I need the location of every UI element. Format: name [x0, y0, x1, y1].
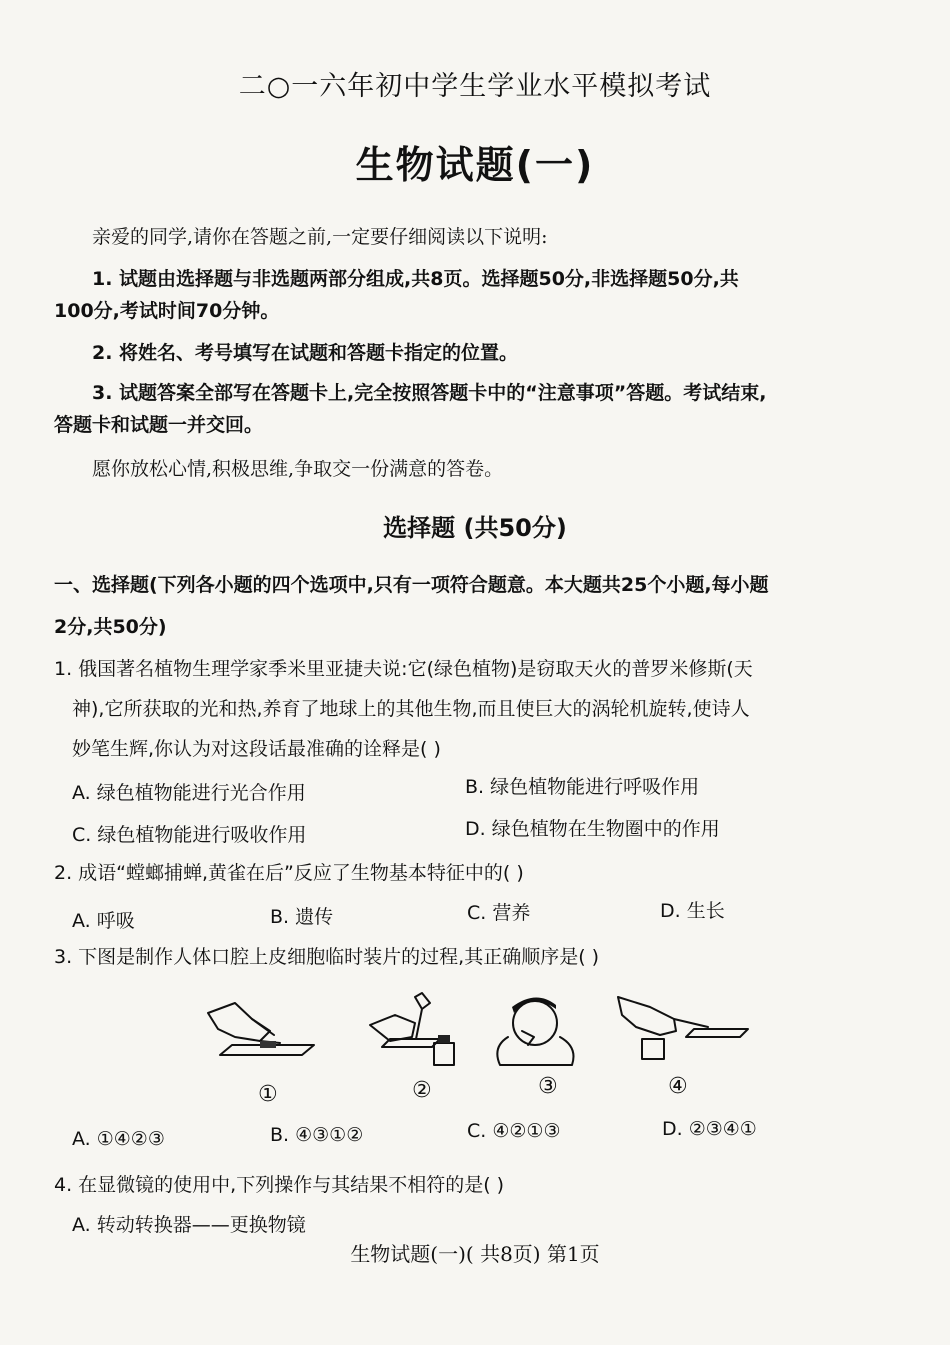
question-3-option-c: C. ④②①③ — [467, 1120, 561, 1142]
instruction-item-2: 2. 将姓名、考号填写在试题和答题卡指定的位置。 — [92, 342, 519, 364]
question-3-option-b: B. ④③①② — [270, 1124, 364, 1146]
instructions-closing: 愿你放松心情,积极思维,争取交一份满意的答卷。 — [92, 458, 504, 480]
question-3-option-a: A. ①④②③ — [72, 1128, 165, 1150]
question-2-option-b: B. 遗传 — [270, 906, 334, 928]
question-3-option-d: D. ②③④① — [662, 1118, 757, 1140]
question-1-option-d: D. 绿色植物在生物圈中的作用 — [465, 818, 720, 840]
section-heading: 选择题 (共50分) — [383, 514, 567, 542]
question-2-option-c: C. 营养 — [467, 902, 531, 924]
figure-label-3: ③ — [538, 1074, 558, 1099]
subject-title: 生物试题(一) — [355, 143, 595, 187]
question-2-option-a: A. 呼吸 — [72, 910, 135, 932]
procedure-figure — [190, 985, 790, 1080]
instruction-item-1: 1. 试题由选择题与非选题两部分组成,共8页。选择题50分,非选择题50分,共 — [92, 268, 739, 290]
section-intro: 一、选择题(下列各小题的四个选项中,只有一项符合题意。本大题共25个小题,每小题 — [54, 574, 769, 596]
question-1-text: 1. 俄国著名植物生理学家季米里亚捷夫说:它(绿色植物)是窃取天火的普罗米修斯(天 — [54, 658, 753, 680]
question-2-option-d: D. 生长 — [660, 900, 725, 922]
question-4-option-a: A. 转动转换器——更换物镜 — [72, 1214, 306, 1236]
exam-title: 二○一六年初中学生学业水平模拟考试 — [238, 71, 712, 102]
step-2-illustration — [370, 993, 454, 1065]
page-footer: 生物试题(一)( 共8页) 第1页 — [350, 1242, 600, 1266]
question-1-option-c: C. 绿色植物能进行吸收作用 — [72, 824, 307, 846]
instruction-item-1-cont: 100分,考试时间70分钟。 — [54, 300, 280, 322]
figure-label-1: ① — [258, 1082, 278, 1107]
question-4-text: 4. 在显微镜的使用中,下列操作与其结果不相符的是( ) — [54, 1174, 505, 1196]
instructions-greeting: 亲爱的同学,请你在答题之前,一定要仔细阅读以下说明: — [92, 226, 548, 248]
instruction-item-3: 3. 试题答案全部写在答题卡上,完全按照答题卡中的“注意事项”答题。考试结束, — [92, 382, 767, 404]
question-1-text-cont: 神),它所获取的光和热,养育了地球上的其他生物,而且使巨大的涡轮机旋转,使诗人 — [72, 698, 750, 720]
step-4-illustration — [618, 997, 748, 1059]
figure-label-4: ④ — [668, 1074, 688, 1099]
question-1-option-b: B. 绿色植物能进行呼吸作用 — [465, 776, 700, 798]
question-3-text: 3. 下图是制作人体口腔上皮细胞临时装片的过程,其正确顺序是( ) — [54, 946, 600, 968]
figure-label-2: ② — [412, 1078, 432, 1103]
step-3-illustration — [497, 997, 573, 1065]
question-1-text-cont2: 妙笔生辉,你认为对这段话最准确的诠释是( ) — [72, 738, 441, 760]
question-1-option-a: A. 绿色植物能进行光合作用 — [72, 782, 306, 804]
step-1-illustration — [208, 1003, 314, 1055]
instruction-item-3-cont: 答题卡和试题一并交回。 — [54, 414, 264, 436]
question-2-text: 2. 成语“螳螂捕蝉,黄雀在后”反应了生物基本特征中的( ) — [54, 862, 524, 884]
section-intro-cont: 2分,共50分) — [54, 616, 167, 638]
